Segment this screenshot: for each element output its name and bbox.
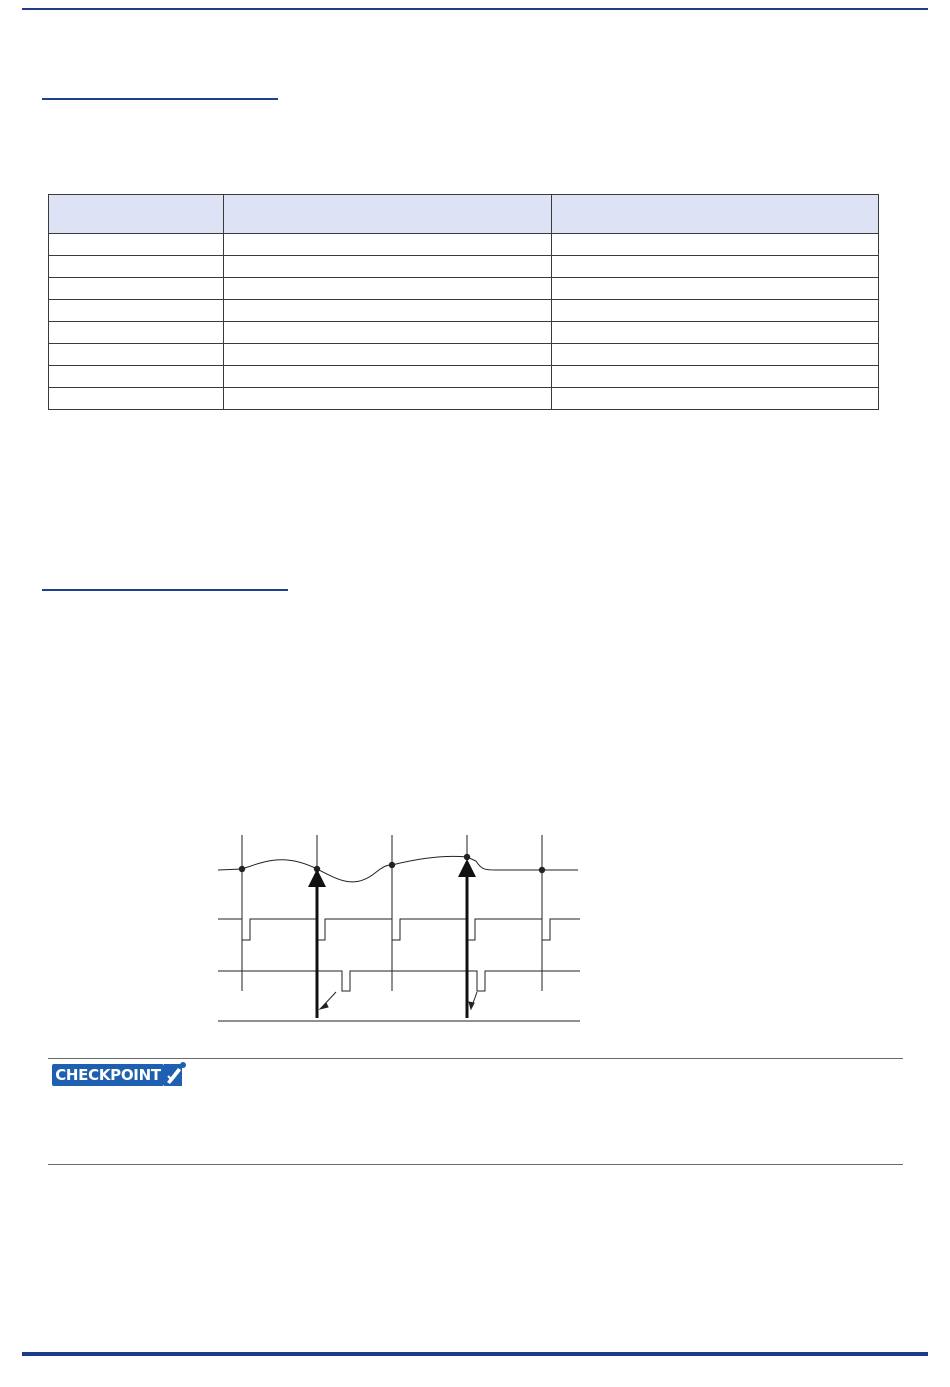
table-row	[49, 322, 879, 344]
table-row	[49, 388, 879, 410]
event-arrow	[458, 859, 476, 1018]
table-header-cell	[49, 195, 224, 234]
output-pulse-trace	[218, 971, 580, 991]
sample-pulse-trace	[218, 919, 580, 940]
table-row	[49, 234, 879, 256]
table-row	[49, 278, 879, 300]
checkpoint-top-rule	[48, 1058, 903, 1059]
table-row	[49, 256, 879, 278]
checkpoint-bottom-rule	[48, 1164, 903, 1165]
table-row	[49, 344, 879, 366]
pencil-check-icon	[164, 1060, 188, 1086]
table-header-cell	[552, 195, 879, 234]
header-rule	[22, 8, 928, 10]
pointer-arrow	[469, 992, 477, 1009]
section-heading-underline-2	[42, 589, 288, 591]
checkpoint-badge: CHECKPOINT	[52, 1064, 164, 1086]
sample-point	[239, 866, 245, 872]
timing-diagram	[200, 825, 600, 1030]
sample-point	[539, 867, 545, 873]
sample-point	[389, 862, 395, 868]
event-arrow	[308, 869, 326, 1018]
pointer-arrow	[320, 992, 336, 1009]
footer-rule	[22, 1352, 928, 1356]
table-header-cell	[224, 195, 552, 234]
section-heading-underline-1	[42, 98, 278, 100]
analog-waveform	[218, 856, 578, 882]
spec-table	[48, 194, 879, 410]
table-row	[49, 366, 879, 388]
table-row	[49, 300, 879, 322]
table-header-row	[49, 195, 879, 234]
